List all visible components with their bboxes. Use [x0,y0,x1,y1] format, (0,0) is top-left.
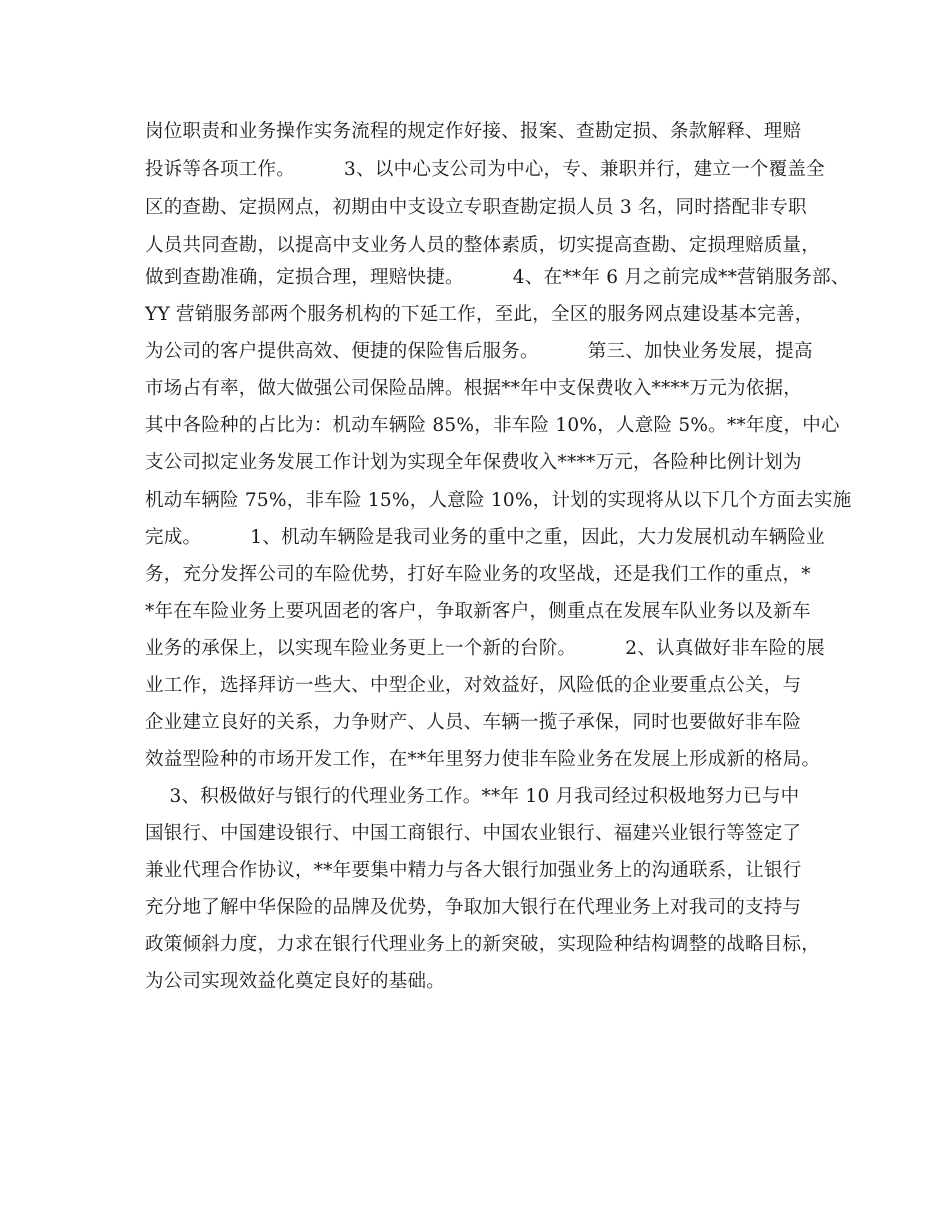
text-line: 业务的承保上，以实现车险业务更上一个新的台阶。 2、认真做好非车险的展 [145,638,825,659]
text-line: 充分地了解中华保险的品牌及优势，争取加大银行在代理业务上对我司的支持与 [145,897,802,918]
text-line: 投诉等各项工作。 3、以中心支公司为中心，专、兼职并行，建立一个覆盖全 [145,159,825,180]
text-line: 为公司的客户提供高效、便捷的保险售后服务。 第三、加快业务发展，提高 [145,341,813,362]
text-line: 政策倾斜力度，力求在银行代理业务上的新突破，实现险种结构调整的战略目标， [145,934,821,955]
text-line: 人员共同查勘，以提高中支业务人员的整体素质，切实提高查勘、定损理赔质量， [145,235,821,256]
text-line: 区的查勘、定损网点，初期由中支设立专职查勘定损人员 3 名，同时搭配非专职 [145,197,807,218]
text-line: *年在车险业务上要巩固老的客户，争取新客户，侧重点在发展车队业务以及新车 [145,601,811,622]
text-line: 完成。 1、机动车辆险是我司业务的重中之重，因此，大力发展机动车辆险业 [145,527,825,548]
text-line: 3、积极做好与银行的代理业务工作。**年 10 月我司经过积极地努力已与中 [145,786,800,807]
text-line: 国银行、中国建设银行、中国工商银行、中国农业银行、福建兴业银行等签定了 [145,823,802,844]
text-line: 其中各险种的占比为：机动车辆险 85%，非车险 10%，人意险 5%。**年度，中心 [145,415,840,436]
text-line: 业工作，选择拜访一些大、中型企业，对效益好，风险低的企业要重点公关，与 [145,675,802,696]
text-line: 市场占有率，做大做强公司保险品牌。根据**年中支保费收入****万元为依据， [145,378,803,399]
text-line: 效益型险种的市场开发工作，在**年里努力使非车险业务在发展上形成新的格局。 [145,749,821,770]
text-line: 机动车辆险 75%，非车险 15%，人意险 10%，计划的实现将从以下几个方面去实施 [145,490,852,511]
text-line: 企业建立良好的关系，力争财产、人员、车辆一揽子承保，同时也要做好非车险 [145,712,802,733]
text-line: 兼业代理合作协议，**年要集中精力与各大银行加强业务上的沟通联系，让银行 [145,860,802,881]
text-line: 为公司实现效益化奠定良好的基础。 [145,971,446,992]
text-line: 务，充分发挥公司的车险优势，打好车险业务的攻坚战，还是我们工作的重点，* [145,564,811,585]
text-line: YY 营销服务部两个服务机构的下延工作，至此，全区的服务网点建设基本完善， [145,304,814,325]
text-line: 岗位职责和业务操作实务流程的规定作好接、报案、查勘定损、条款解释、理赔 [145,121,802,142]
text-line: 做到查勘准确，定损合理，理赔快捷。 4、在**年 6 月之前完成**营销服务部、 [145,267,850,288]
text-line: 支公司拟定业务发展工作计划为实现全年保费收入****万元，各险种比例计划为 [145,452,802,473]
